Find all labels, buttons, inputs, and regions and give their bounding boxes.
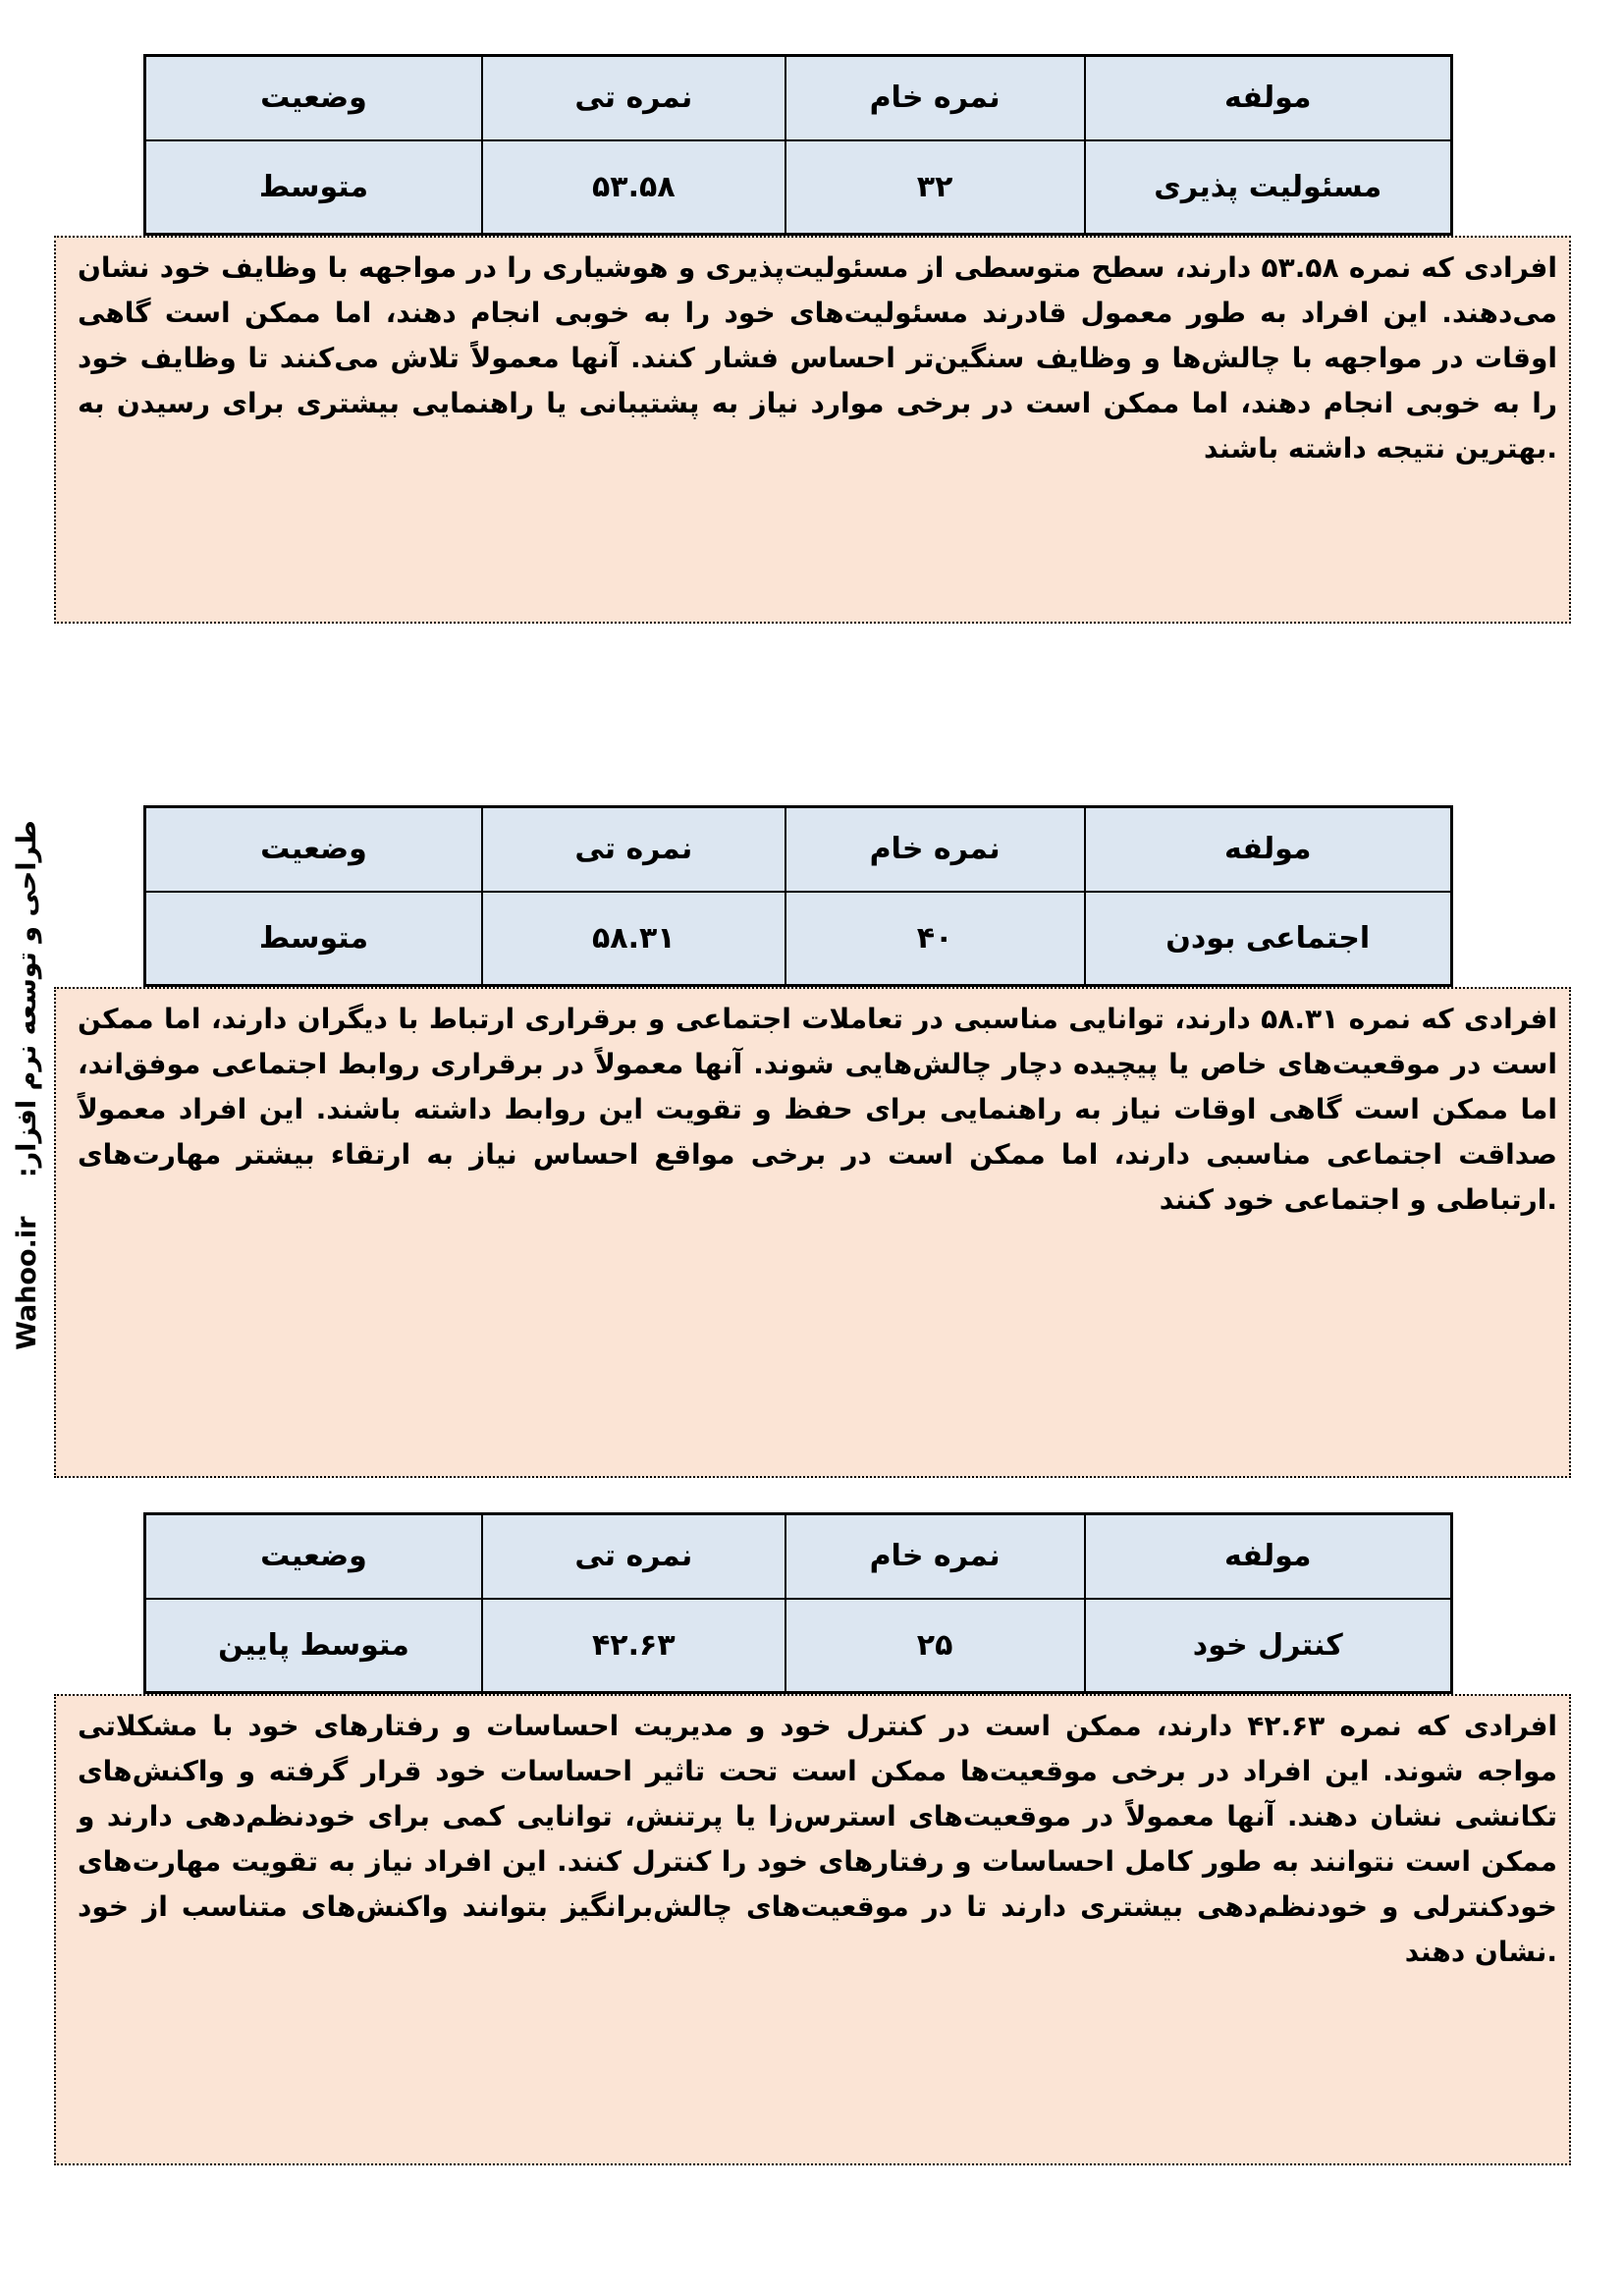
header-component: مولفه bbox=[1085, 56, 1452, 140]
raw-score-value: ۳۲ bbox=[785, 140, 1085, 235]
component-value: اجتماعی بودن bbox=[1085, 892, 1452, 986]
header-t-score: نمره تی bbox=[482, 56, 785, 140]
description-box-sociability bbox=[54, 987, 1571, 1478]
description-text: افرادی که نمره ۵۳.۵۸ دارند، سطح متوسطی از مسئولیت‌پذیری و هوشیاری را در مواجهه با وظایف خود نشان می‌دهند. این افراد به طور معمول قادرند مسئولیت‌های خود را به خوبی انجام دهند، اما ممکن است گاهی اوقات در مواجهه با چالش‌ها و وظایف سنگین‌تر احساس فشار کنند. آنها معمولاً تلاش می‌کنند تا وظایف خود را به خوبی انجام دهند، اما ممکن است در برخی موارد نیاز به پشتیبانی یا راهنمایی بیشتری برای رسیدن به بهترین نتیجه داشته باشند. bbox=[78, 251, 1557, 465]
component-value: کنترل خود bbox=[1085, 1599, 1452, 1693]
header-raw-score: نمره خام bbox=[785, 56, 1085, 140]
table-header-row bbox=[145, 807, 1452, 892]
header-t-score: نمره تی bbox=[482, 1514, 785, 1599]
description-text: افرادی که نمره ۵۸.۳۱ دارند، توانایی مناسبی در تعاملات اجتماعی و برقراری ارتباط با دیگران دارند، اما ممکن است در موقعیت‌های خاص یا پیچیده دچار چالش‌هایی شوند. آنها معمولاً در برقراری روابط اجتماعی موفق‌اند، اما ممکن است گاهی اوقات نیاز به راهنمایی برای حفظ و تقویت این روابط داشته باشند. این افراد معمولاً صداقت اجتماعی مناسبی دارند، اما ممکن است در برخی مواقع احساس نیاز به ارتقاء بیشتر مهارت‌های ارتباطی و اجتماعی خود کنند. bbox=[78, 1003, 1558, 1216]
raw-score-value: ۴۰ bbox=[785, 892, 1085, 986]
score-table-responsibility bbox=[143, 54, 1453, 236]
status-value: متوسط bbox=[145, 140, 482, 235]
table-row bbox=[145, 1599, 1452, 1693]
header-raw-score: نمره خام bbox=[785, 1514, 1085, 1599]
header-component: مولفه bbox=[1085, 807, 1452, 892]
header-status: وضعیت bbox=[145, 1514, 482, 1599]
table-header-row bbox=[145, 1514, 1452, 1599]
software-credit bbox=[8, 712, 47, 1458]
software-credit-site: Wahoo.ir bbox=[12, 1216, 42, 1350]
raw-score-value: ۲۵ bbox=[785, 1599, 1085, 1693]
score-table-self-control bbox=[143, 1512, 1453, 1694]
status-value: متوسط bbox=[145, 892, 482, 986]
table-row bbox=[145, 140, 1452, 235]
header-t-score: نمره تی bbox=[482, 807, 785, 892]
component-value: مسئولیت پذیری bbox=[1085, 140, 1452, 235]
header-status: وضعیت bbox=[145, 56, 482, 140]
description-box-self-control bbox=[54, 1694, 1571, 2165]
description-box-responsibility bbox=[54, 236, 1571, 624]
description-text: افرادی که نمره ۴۲.۶۳ دارند، ممکن است در کنترل خود و مدیریت احساسات و رفتارهای خود با مشکلاتی مواجه شوند. این افراد در برخی موقعیت‌ها ممکن است تحت تاثیر احساسات خود قرار گرفته و واکنش‌های تکانشی نشان دهند. آنها معمولاً در موقعیت‌های استرس‌زا یا پرتنش، توانایی کمی برای خودنظم‌دهی دارند و ممکن است نتوانند به طور کامل احساسات و رفتارهای خود را کنترل کنند. این افراد نیاز به تقویت مهارت‌های خودکنترلی و خودنظم‌دهی بیشتری دارند تا در موقعیت‌های چالش‌برانگیز بتوانند واکنش‌های متناسب از خود نشان دهند. bbox=[78, 1710, 1558, 1968]
header-component: مولفه bbox=[1085, 1514, 1452, 1599]
section-sociability bbox=[0, 805, 1624, 1478]
score-table-sociability bbox=[143, 805, 1453, 987]
report-page bbox=[0, 54, 1624, 2296]
t-score-value: ۴۲.۶۳ bbox=[482, 1599, 785, 1693]
t-score-value: ۵۳.۵۸ bbox=[482, 140, 785, 235]
section-responsibility bbox=[0, 54, 1624, 624]
software-credit-label: طراحی و توسعه نرم افزار: bbox=[12, 820, 42, 1178]
table-row bbox=[145, 892, 1452, 986]
header-raw-score: نمره خام bbox=[785, 807, 1085, 892]
header-status: وضعیت bbox=[145, 807, 482, 892]
status-value: متوسط پایین bbox=[145, 1599, 482, 1693]
table-header-row bbox=[145, 56, 1452, 140]
section-self-control bbox=[0, 1512, 1624, 2165]
t-score-value: ۵۸.۳۱ bbox=[482, 892, 785, 986]
